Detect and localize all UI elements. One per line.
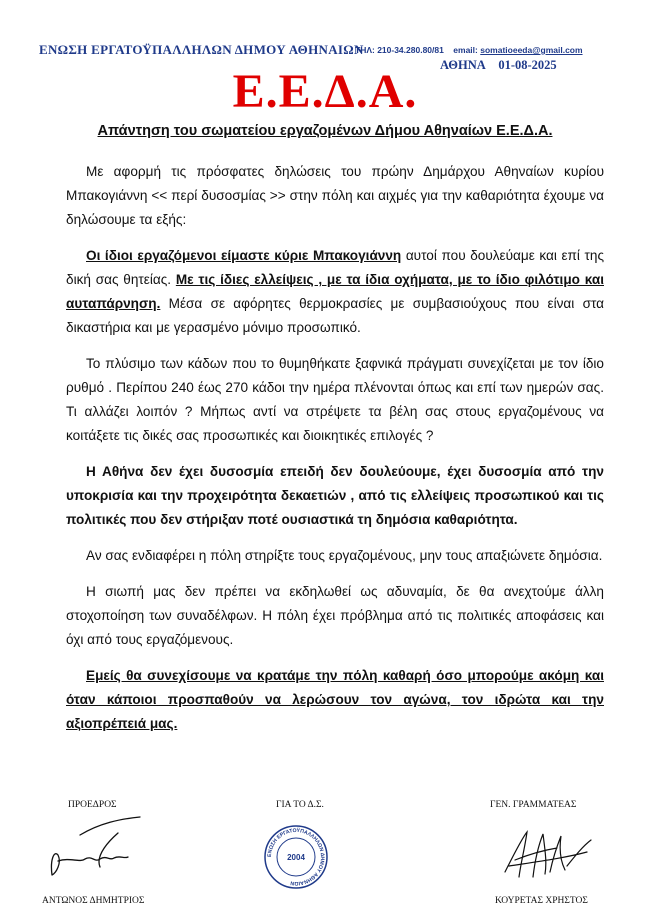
seal-text: ΕΝΩΣΗ ΕΡΓΑΤΟΫΠΑΛΛΗΛΩΝ ΔΗΜΟΥ ΑΘΗΝΑΙΩΝ — [266, 827, 326, 887]
president-signature — [40, 815, 150, 885]
organization-seal — [262, 823, 330, 891]
organization-name: ΕΝΩΣΗ ΕΡΓΑΤΟΫΠΑΛΛΗΛΩΝ ΔΗΜΟΥ ΑΘΗΝΑΙΩΝ — [39, 42, 364, 57]
paragraph-5: Αν σας ενδιαφέρει η πόλη στηρίξτε τους εργαζομένους, μην τους απαξιώνετε δημόσια. — [86, 548, 603, 563]
president-title: ΠΡΟΕΔΡΟΣ — [68, 800, 117, 810]
org-abbreviation-logo: Ε.Ε.Δ.Α. — [232, 65, 418, 118]
paragraph-2-text-2: Μέσα σε αφόρητες θερμοκρασίες με συμβασιούχους που είναι στα δικαστήρια και με γερασμένο μόνιμο προσωπικό. — [66, 296, 604, 335]
date: 01-08-2025 — [498, 58, 557, 72]
email-link[interactable]: somatioeeda@gmail.com — [480, 45, 583, 55]
letter-body — [66, 160, 604, 748]
paragraph-6: Η σιωπή μας δεν πρέπει να εκδηλωθεί ως αδυναμία, δε θα ανεχτούμε άλλη στοχοποίηση των συναδέλφων. Η πόλη έχει πρόβλημα από τις πολιτικές αποφάσεις και όχι από τους εργαζόμενους. — [66, 584, 604, 647]
paragraph-2-text-1: αυτοί που δουλεύαμε και επί της δική σας θητείας. — [66, 248, 604, 287]
paragraph-4: Η Αθήνα δεν έχει δυσοσμία επειδή δεν δουλεύουμε, έχει δυσοσμία από την υποκρισία και την προχειρότητα δεκαετιών , από τις ελλείψεις προσωπικού και τις πολιτικές που δεν στήριξαν ποτέ ουσιαστικά τη δημόσια καθαριότητα. — [66, 464, 604, 527]
board-label: ΓΙΑ ΤΟ Δ.Σ. — [276, 800, 324, 810]
paragraph-2 — [66, 244, 604, 340]
document-title: Απάντηση του σωματείου εργαζομένων Δήμου Αθηναίων Ε.Ε.Δ.Α. — [97, 123, 553, 139]
secretary-name: ΚΟΥΡΕΤΑΣ ΧΡΗΣΤΟΣ — [495, 896, 588, 906]
paragraph-3: Το πλύσιμο των κάδων που το θυμηθήκατε ξαφνικά πράγματι συνεχίζεται με τον ίδιο ρυθμό . Περίπου 240 έως 270 κάδοι την ημέρα πλένονται όπως και επί των ημερών σας. Τι αλλάζει λοιπόν ? Μήπως αντί να στρέψετε τα βέλη σας στους εργαζομένους να κοιτάξετε τις δικές σας προσωπικές και διοικητικές επιλογές ? — [66, 356, 604, 443]
city: ΑΘΗΝΑ — [440, 58, 486, 72]
secretary-signature — [495, 822, 595, 887]
paragraph-2-emphasis-1: Οι ίδιοι εργαζόμενοι είμαστε κύριε Μπακογιάννη — [86, 248, 402, 263]
secretary-title: ΓΕΝ. ΓΡΑΜΜΑΤΕΑΣ — [490, 800, 577, 810]
email-label: email: — [453, 45, 478, 55]
seal-year: 2004 — [287, 853, 305, 862]
phone-number: ΤΗΛ: 210-34.280.80/81 — [355, 45, 444, 55]
president-name: ΑΝΤΩΝΟΣ ΔΗΜΗΤΡΙΟΣ — [42, 896, 145, 906]
paragraph-2-emphasis-2: Με τις ίδιες ελλείψεις , με τα ίδια οχήματα, με το ίδιο φιλότιμο και αυταπάρνηση. — [66, 272, 604, 311]
paragraph-1: Με αφορμή τις πρόσφατες δηλώσεις του πρώην Δημάρχου Αθηναίων κυρίου Μπακογιάννη << περί δυσοσμίας >> στην πόλη και αιχμές για την καθαριότητα έχουμε να δηλώσουμε τα εξής: — [66, 164, 604, 227]
contact-info — [355, 45, 583, 55]
paragraph-7: Εμείς θα συνεχίσουμε να κρατάμε την πόλη καθαρή όσο μπορούμε ακόμη και όταν κάποιοι προσπαθούν να λερώσουν τον αγώνα, τον ιδρώτα και την αξιοπρέπειά μας. — [66, 668, 604, 731]
